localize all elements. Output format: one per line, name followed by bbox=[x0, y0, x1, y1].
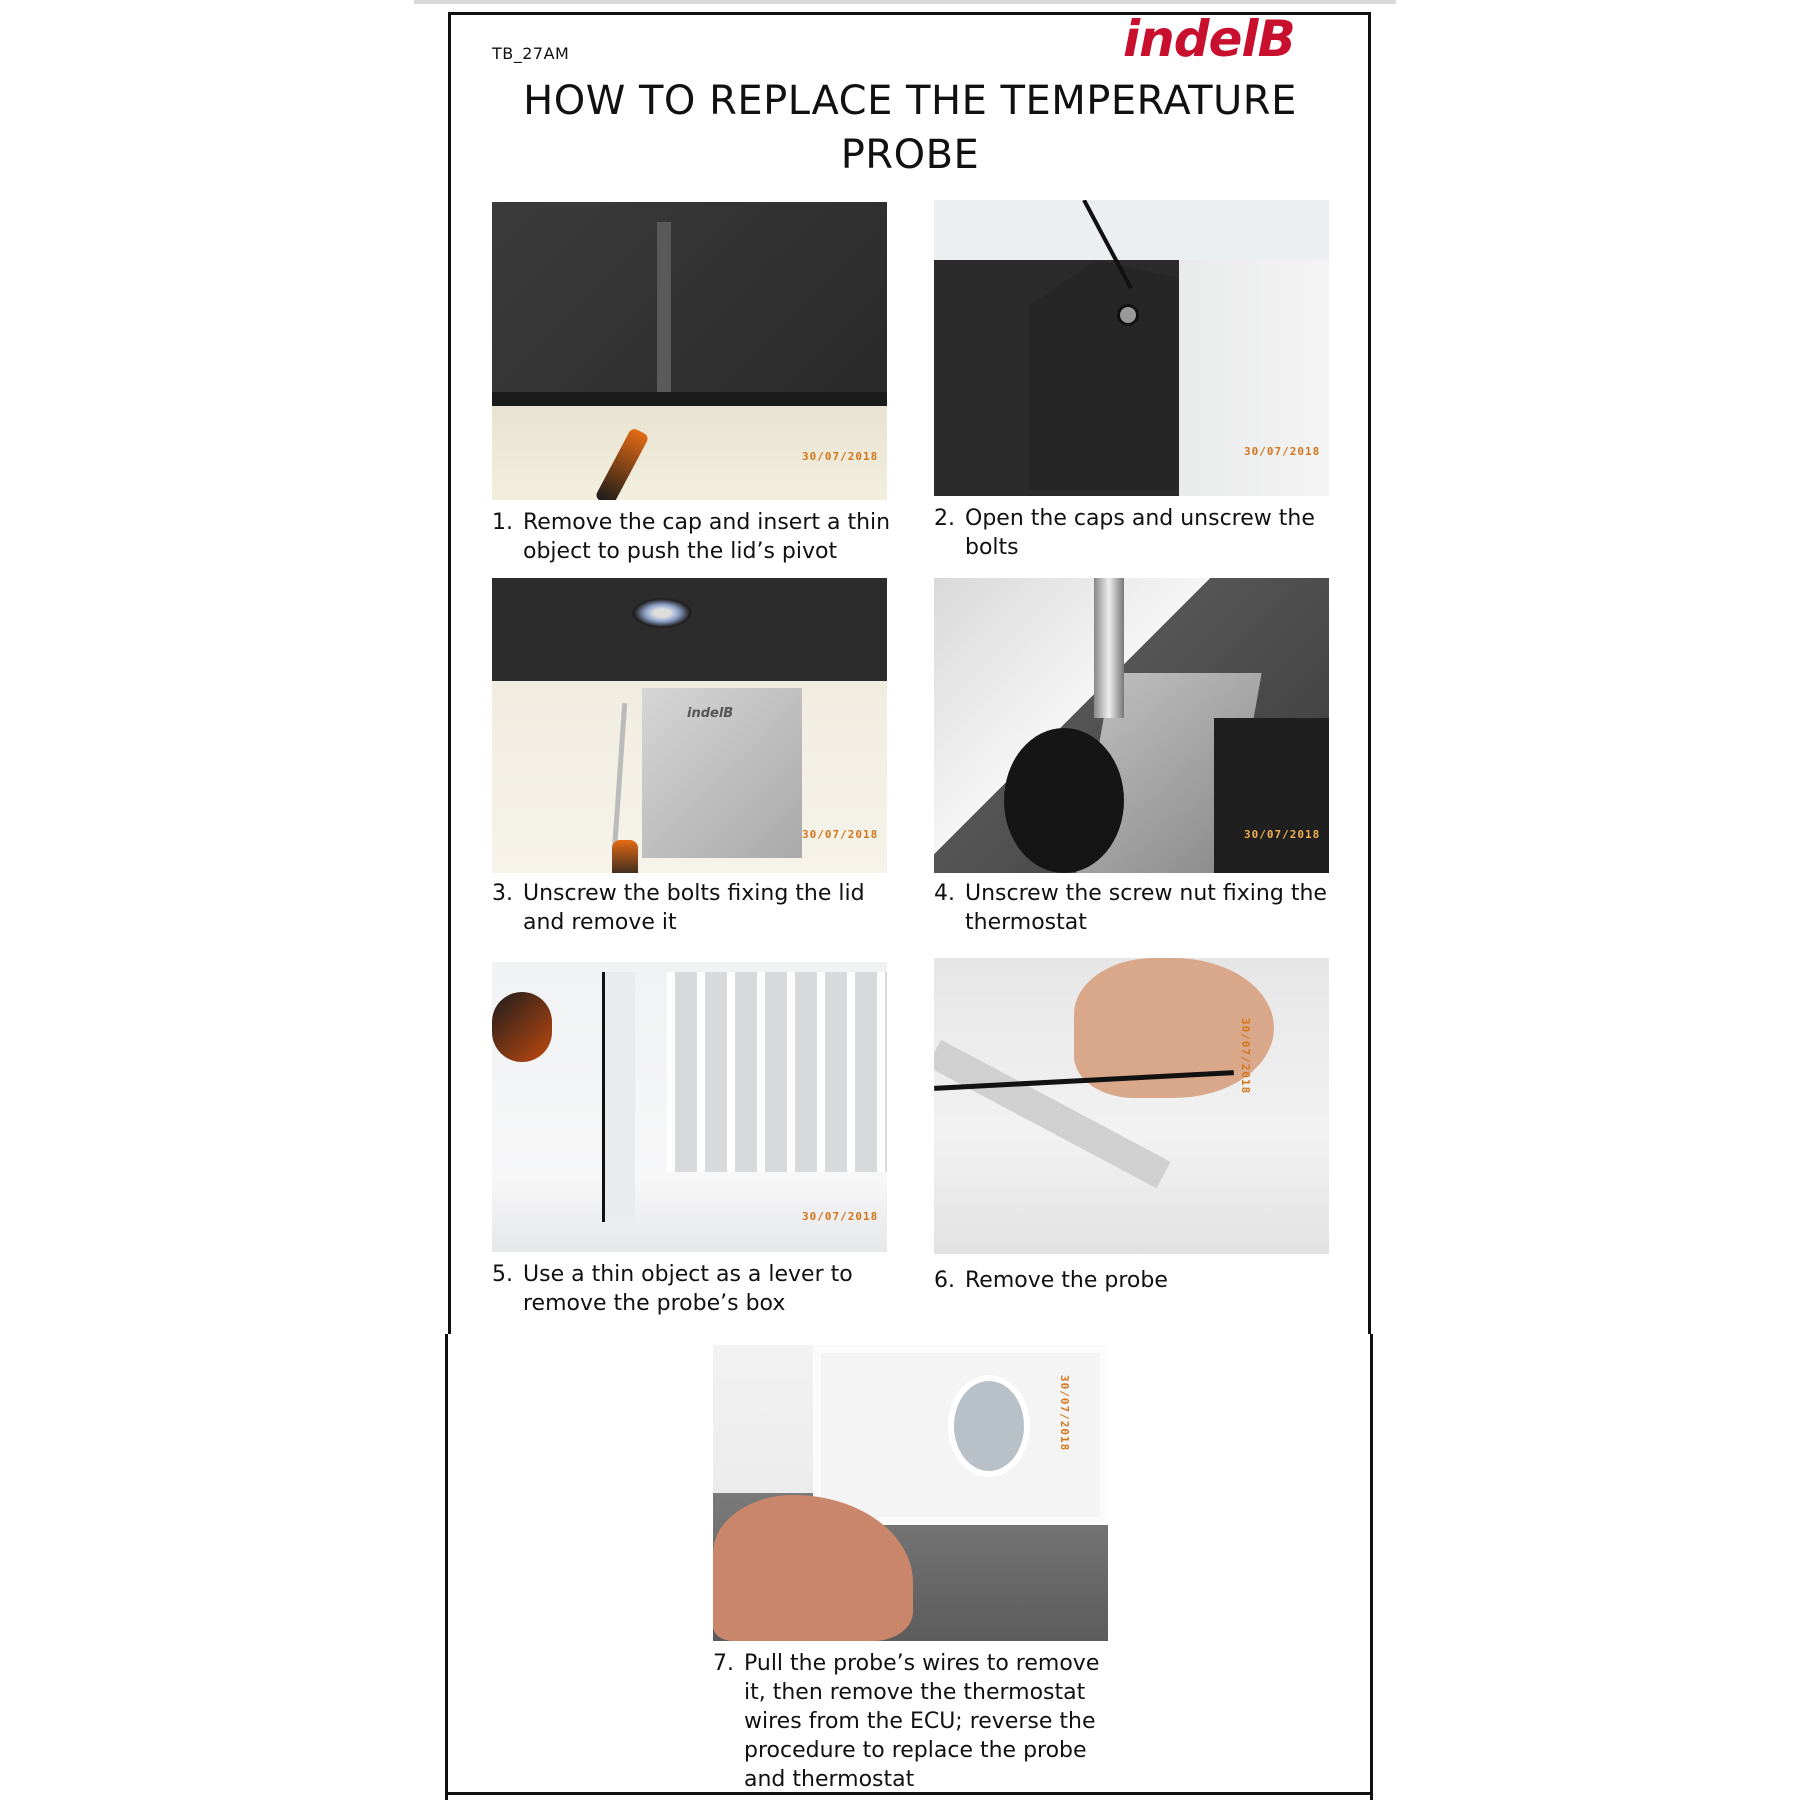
date-stamp: 30/07/2018 bbox=[802, 828, 879, 841]
step-7-photo bbox=[713, 1345, 1108, 1641]
step-text: Use a thin object as a lever to remove the probe’s box bbox=[523, 1262, 853, 1316]
page-title-line-2: PROBE bbox=[840, 132, 980, 178]
step-2-caption bbox=[934, 504, 1334, 562]
step-7 bbox=[713, 1345, 1113, 1794]
step-6-caption bbox=[934, 1266, 1334, 1295]
step-number: 1. bbox=[492, 510, 513, 535]
step-3 bbox=[492, 578, 892, 937]
step-number: 5. bbox=[492, 1262, 513, 1287]
fan-icon bbox=[1214, 718, 1329, 873]
date-stamp: 30/07/2018 bbox=[1244, 445, 1321, 458]
step-4 bbox=[934, 578, 1334, 937]
step-text: Remove the cap and insert a thin object to push the lid’s pivot bbox=[523, 510, 891, 564]
step-3-photo bbox=[492, 578, 887, 873]
top-rule bbox=[414, 0, 1396, 4]
step-number: 4. bbox=[934, 881, 955, 906]
date-stamp: 30/07/2018 bbox=[1244, 828, 1321, 841]
step-4-caption bbox=[934, 879, 1334, 937]
step-7-caption bbox=[713, 1649, 1113, 1794]
step-1-caption bbox=[492, 508, 892, 566]
rating-plate bbox=[642, 688, 802, 858]
step-text: Unscrew the bolts fixing the lid and remove it bbox=[523, 881, 865, 935]
date-stamp: 30/07/2018 bbox=[802, 450, 879, 463]
step-number: 6. bbox=[934, 1268, 955, 1293]
bolt-icon bbox=[1117, 304, 1139, 326]
plate-logo: indelB bbox=[687, 706, 734, 721]
step-3-caption bbox=[492, 879, 892, 937]
date-stamp: 30/07/2018 bbox=[1058, 1375, 1071, 1452]
step-5 bbox=[492, 962, 892, 1318]
step-text: Pull the probe’s wires to remove it, then remove the thermostat wires from the ECU; reverse the procedure to replace the probe and thermostat bbox=[744, 1651, 1100, 1792]
step-1-photo bbox=[492, 202, 887, 500]
step-number: 7. bbox=[713, 1651, 734, 1676]
screwdriver-icon bbox=[594, 427, 649, 500]
step-1 bbox=[492, 202, 892, 566]
wrench-icon bbox=[1094, 578, 1124, 718]
brand-logo: indelB bbox=[1123, 10, 1295, 68]
step-number: 2. bbox=[934, 506, 955, 531]
step-2 bbox=[934, 200, 1334, 562]
date-stamp: 30/07/2018 bbox=[802, 1210, 879, 1223]
screwdriver-icon bbox=[492, 992, 552, 1062]
step-6 bbox=[934, 958, 1334, 1295]
page-title-line-1: HOW TO REPLACE THE TEMPERATURE bbox=[523, 78, 1297, 124]
screwdriver-icon bbox=[612, 840, 638, 873]
step-2-photo bbox=[934, 200, 1329, 496]
step-5-caption bbox=[492, 1260, 892, 1318]
step-5-photo bbox=[492, 962, 887, 1252]
step-text: Remove the probe bbox=[965, 1268, 1168, 1293]
step-text: Unscrew the screw nut fixing the thermostat bbox=[965, 881, 1327, 935]
date-stamp: 30/07/2018 bbox=[1239, 1018, 1252, 1095]
document-id: TB_27AM bbox=[492, 44, 570, 63]
step-number: 3. bbox=[492, 881, 513, 906]
step-4-photo bbox=[934, 578, 1329, 873]
step-text: Open the caps and unscrew the bolts bbox=[965, 506, 1315, 560]
page-title bbox=[480, 74, 1340, 182]
step-6-photo bbox=[934, 958, 1329, 1254]
